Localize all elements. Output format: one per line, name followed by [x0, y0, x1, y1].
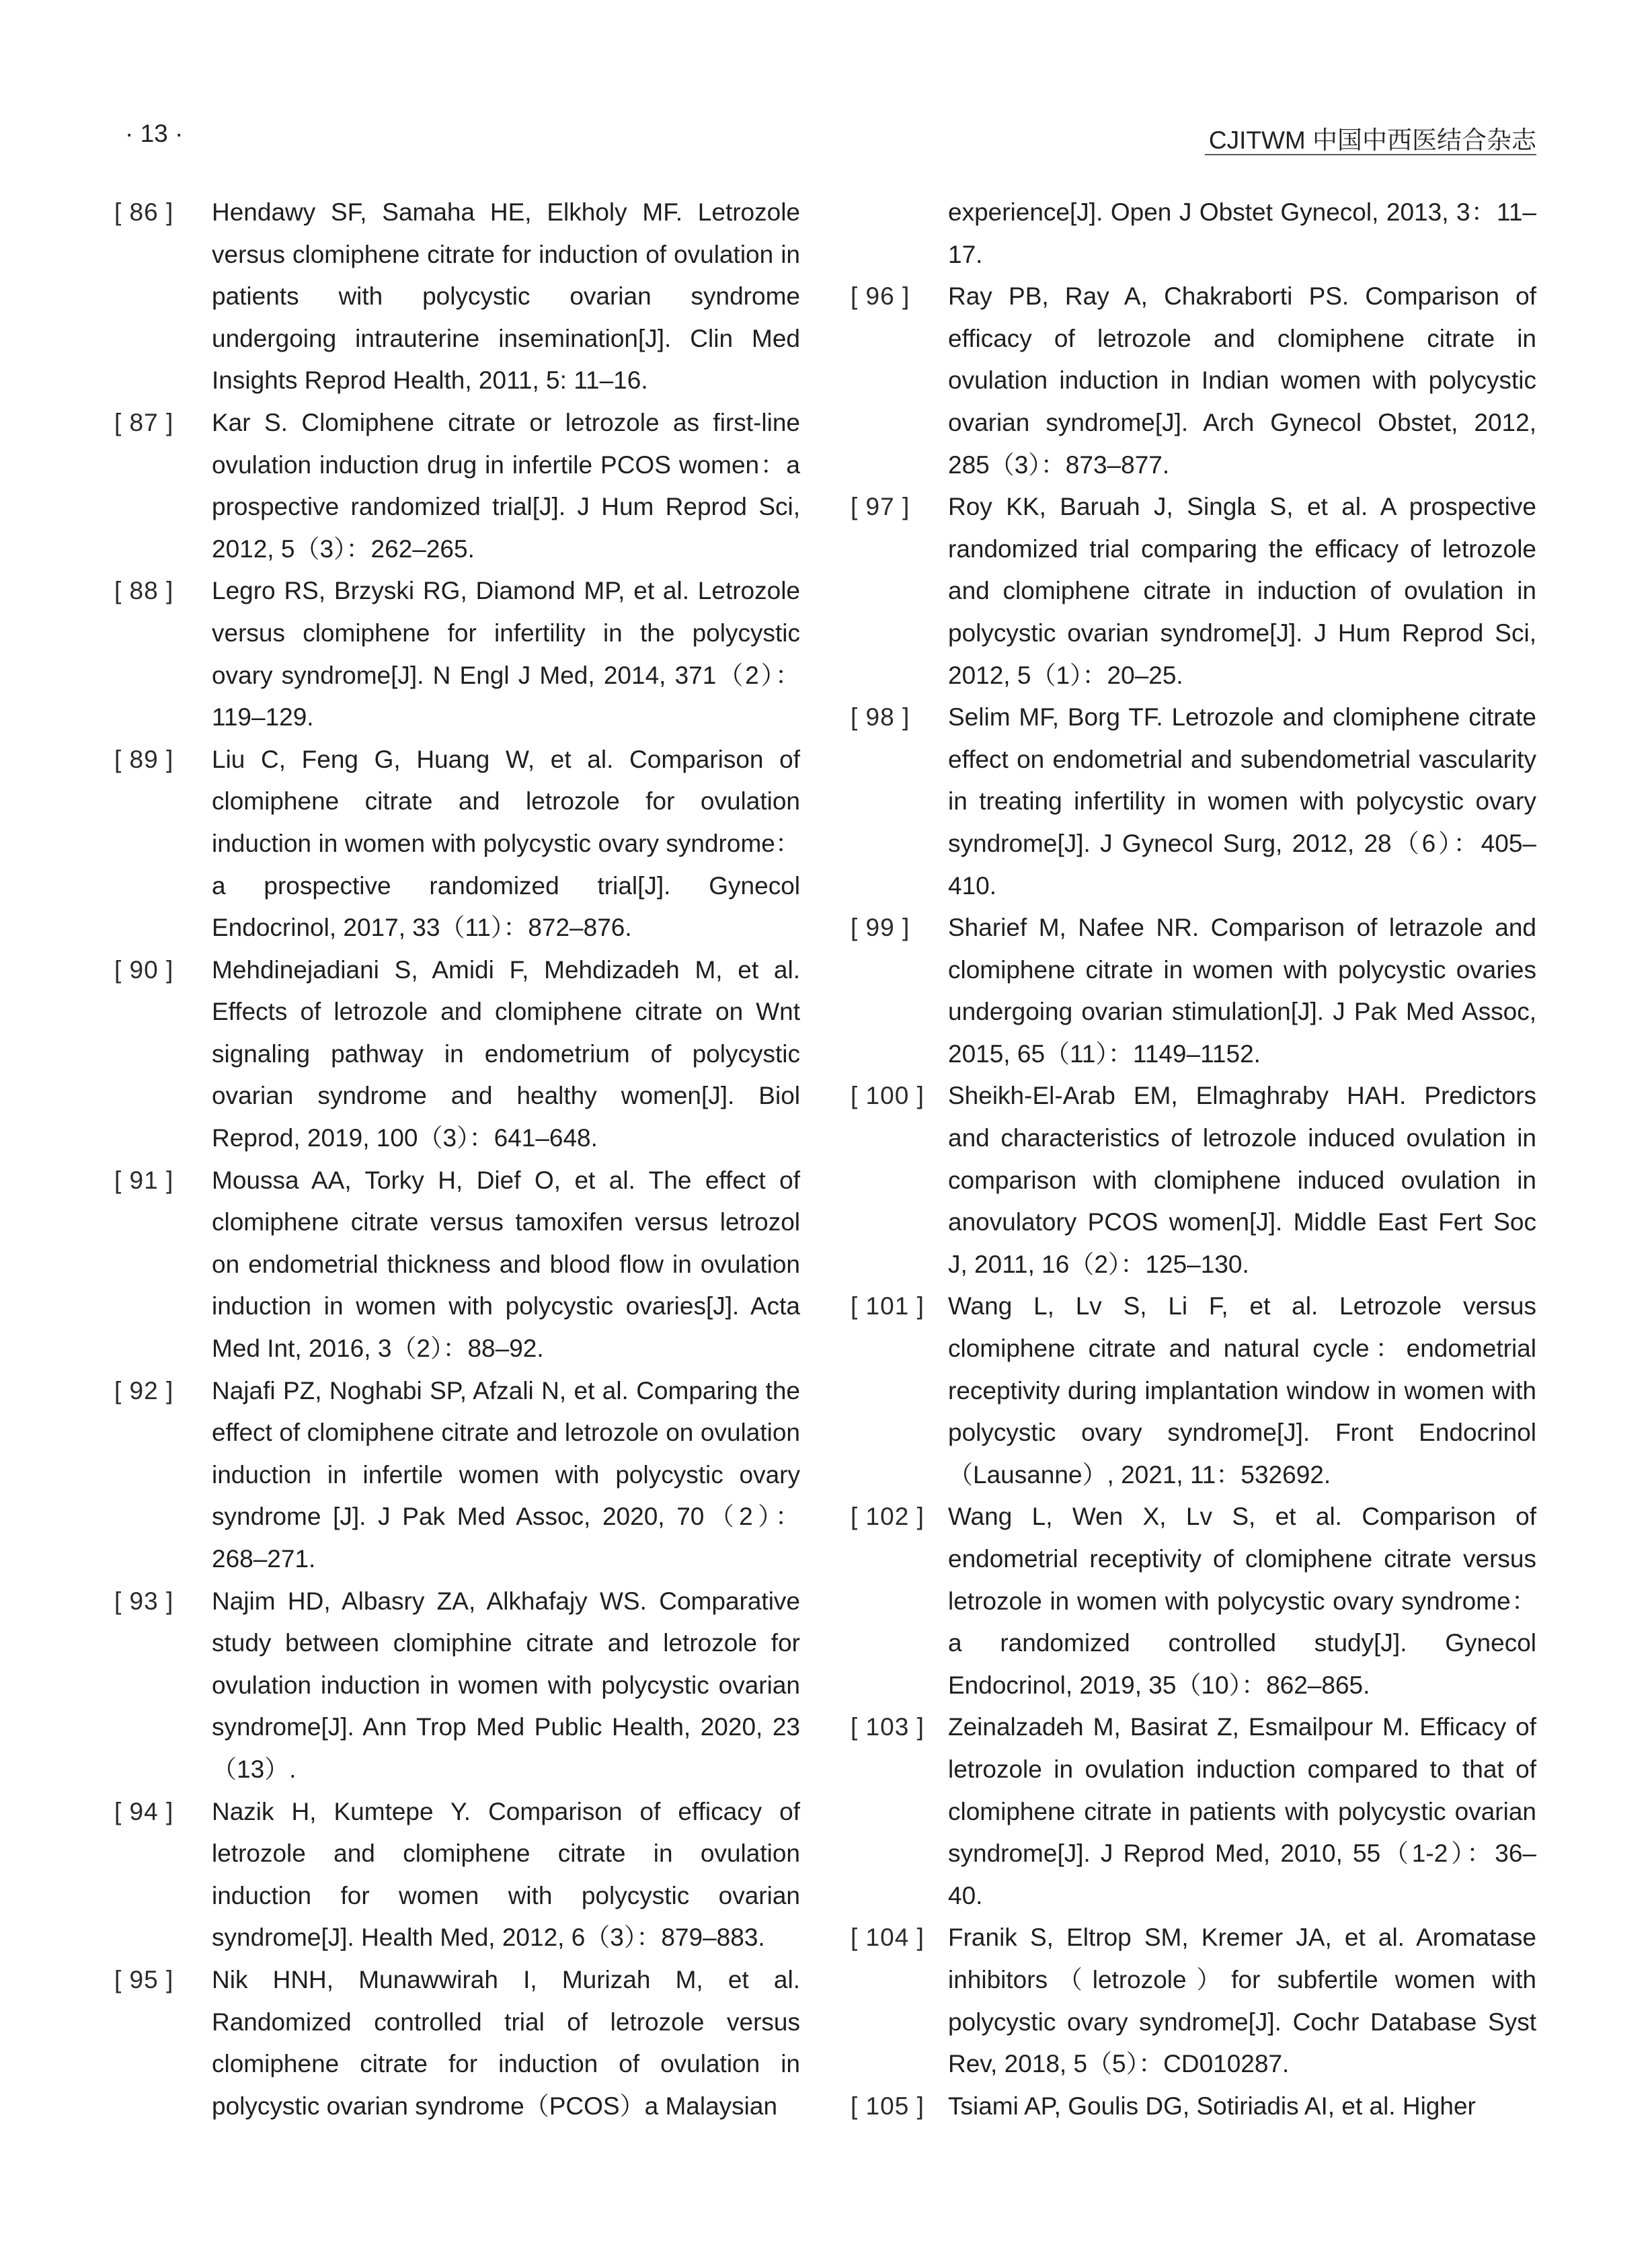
journal-title: CJITWM 中国中西医结合杂志 — [1208, 126, 1536, 154]
reference-number: [ 86 ] — [114, 198, 174, 226]
reference-number: [ 101 ] — [851, 1292, 925, 1320]
reference-text: Nazik H, Kumtepe Y. Comparison of efficacy of letrozole and clomiphene citrate in ovulation induction for women with polycystic ovarian syndrome[J]. Health Med, 2012, 6（3）：879–883. — [212, 1797, 800, 1952]
reference-97 — [851, 486, 1536, 697]
reference-number: [ 94 ] — [114, 1797, 174, 1825]
reference-95 — [114, 1959, 800, 2127]
reference-96 — [851, 276, 1536, 486]
reference-text: Najafi PZ, Noghabi SP, Afzali N, et al. Comparing the effect of clomiphene citrate and letrozole on ovulation induction in infertile women with polycystic ovary syndrome [J]. J Pak Med Assoc, 2020, 70（2）：268–271. — [212, 1376, 800, 1573]
reference-text: Sheikh-El-Arab EM, Elmaghraby HAH. Predictors and characteristics of letrozole induced ovulation in comparison with clomiphene induced ovulation in anovulatory PCOS women[J]. Middle East Fert Soc J, 2011, 16（2）：125–130. — [948, 1082, 1536, 1278]
reference-102 — [851, 1496, 1536, 1706]
reference-103 — [851, 1706, 1536, 1917]
reference-text: experience[J]. Open J Obstet Gynecol, 2013, 3：11–17. — [948, 198, 1536, 268]
reference-text: Legro RS, Brzyski RG, Diamond MP, et al. Letrozole versus clomiphene for infertility in the polycystic ovary syndrome[J]. N Engl J Med, 2014, 371（2）：119–129. — [212, 577, 800, 731]
reference-number: [ 89 ] — [114, 745, 174, 773]
reference-text: Sharief M, Nafee NR. Comparison of letrazole and clomiphene citrate in women with polycystic ovaries undergoing ovarian stimulation[J]. J Pak Med Assoc, 2015, 65（11）：1149–1152. — [948, 914, 1536, 1068]
right-column — [851, 192, 1536, 2127]
reference-95-continuation — [851, 192, 1536, 276]
reference-text: Nik HNH, Munawwirah I, Murizah M, et al. Randomized controlled trial of letrozole versus clomiphene citrate for induction of ovulation in polycystic ovarian syndrome（PCOS）a Malaysian — [212, 1965, 800, 2120]
reference-91 — [114, 1160, 800, 1370]
reference-92 — [114, 1370, 800, 1581]
reference-93 — [114, 1581, 800, 1791]
reference-text: Tsiami AP, Goulis DG, Sotiriadis AI, et al. Higher — [948, 2092, 1476, 2120]
reference-90 — [114, 949, 800, 1160]
reference-86 — [114, 192, 800, 402]
reference-text: Roy KK, Baruah J, Singla S, et al. A prospective randomized trial comparing the efficacy of letrozole and clomiphene citrate in induction of ovulation in polycystic ovarian syndrome[J]. J Hum Reprod Sci, 2012, 5（1）：20–25. — [948, 493, 1536, 689]
reference-104 — [851, 1917, 1536, 2085]
reference-number: [ 87 ] — [114, 408, 174, 436]
reference-text: Selim MF, Borg TF. Letrozole and clomiphene citrate effect on endometrial and subendometrial vascularity in treating infertility in women with polycystic ovary syndrome[J]. J Gynecol Surg, 2012, 28（6）：405–410. — [948, 703, 1536, 900]
reference-number: [ 95 ] — [114, 1965, 174, 1993]
reference-87 — [114, 402, 800, 570]
reference-text: Kar S. Clomiphene citrate or letrozole as first-line ovulation induction drug in infertile PCOS women：a prospective randomized trial[J]. J Hum Reprod Sci, 2012, 5（3）：262–265. — [212, 408, 800, 563]
reference-text: Wang L, Lv S, Li F, et al. Letrozole versus clomiphene citrate and natural cycle：endometrial receptivity during implantation window in women with polycystic ovary syndrome[J]. Front Endocrinol（Lausanne）, 2021, 11：532692. — [948, 1292, 1536, 1489]
header-rule — [1205, 154, 1536, 155]
reference-text: Ray PB, Ray A, Chakraborti PS. Comparison of efficacy of letrozole and clomiphene citrate in ovulation induction in Indian women with polycystic ovarian syndrome[J]. Arch Gynecol Obstet, 2012, 285（3）：873–877. — [948, 282, 1536, 479]
reference-text: Liu C, Feng G, Huang W, et al. Comparison of clomiphene citrate and letrozole for ovulation induction in women with polycystic ovary syndrome：a prospective randomized trial[J]. Gynecol Endocrinol, 2017, 33（11）：872–876. — [212, 745, 800, 942]
reference-number: [ 103 ] — [851, 1713, 925, 1741]
reference-98 — [851, 697, 1536, 907]
reference-number: [ 99 ] — [851, 914, 910, 942]
reference-text: Zeinalzadeh M, Basirat Z, Esmailpour M. Efficacy of letrozole in ovulation induction compared to that of clomiphene citrate in patients with polycystic ovarian syndrome[J]. J Reprod Med, 2010, 55（1-2）：36–40. — [948, 1713, 1536, 1909]
reference-text: Najim HD, Albasry ZA, Alkhafajy WS. Comparative study between clomiphine citrate and letrozole for ovulation induction in women with polycystic ovarian syndrome[J]. Ann Trop Med Public Health, 2020, 23（13）. — [212, 1587, 800, 1783]
reference-number: [ 91 ] — [114, 1166, 174, 1194]
reference-105 — [851, 2086, 1536, 2128]
left-column — [114, 192, 800, 2127]
reference-number: [ 90 ] — [114, 955, 174, 984]
reference-text: Hendawy SF, Samaha HE, Elkholy MF. Letrozole versus clomiphene citrate for induction of ovulation in patients with polycystic ovarian syndrome undergoing intrauterine insemination[J]. Clin Med Insights Reprod Health, 2011, 5: 11–16. — [212, 198, 800, 395]
reference-number: [ 97 ] — [851, 493, 910, 521]
reference-101 — [851, 1285, 1536, 1496]
reference-text: Mehdinejadiani S, Amidi F, Mehdizadeh M, et al. Effects of letrozole and clomiphene citrate on Wnt signaling pathway in endometrium of polycystic ovarian syndrome and healthy women[J]. Biol Reprod, 2019, 100（3）：641–648. — [212, 955, 800, 1152]
reference-88 — [114, 570, 800, 738]
reference-94 — [114, 1791, 800, 1959]
reference-number: [ 98 ] — [851, 703, 910, 731]
page-number: · 13 · — [125, 120, 184, 147]
reference-number: [ 96 ] — [851, 282, 910, 311]
reference-text: Moussa AA, Torky H, Dief O, et al. The effect of clomiphene citrate versus tamoxifen versus letrozol on endometrial thickness and blood flow in ovulation induction in women with polycystic ovaries[J]. Acta Med Int, 2016, 3（2）：88–92. — [212, 1166, 800, 1363]
reference-text: Franik S, Eltrop SM, Kremer JA, et al. Aromatase inhibitors（letrozole）for subfertile women with polycystic ovary syndrome[J]. Cochr Database Syst Rev, 2018, 5（5）：CD010287. — [948, 1924, 1536, 2078]
reference-number: [ 104 ] — [851, 1924, 925, 1952]
reference-99 — [851, 907, 1536, 1075]
reference-number: [ 105 ] — [851, 2092, 925, 2120]
reference-text: Wang L, Wen X, Lv S, et al. Comparison of endometrial receptivity of clomiphene citrate versus letrozole in women with polycystic ovary syndrome：a randomized controlled study[J]. Gynecol Endocrinol, 2019, 35（10）：862–865. — [948, 1503, 1536, 1699]
reference-number: [ 102 ] — [851, 1503, 925, 1531]
reference-number: [ 93 ] — [114, 1587, 174, 1615]
reference-100 — [851, 1075, 1536, 1285]
reference-number: [ 100 ] — [851, 1082, 925, 1110]
reference-number: [ 88 ] — [114, 577, 174, 605]
reference-89 — [114, 739, 800, 949]
reference-number: [ 92 ] — [114, 1376, 174, 1405]
